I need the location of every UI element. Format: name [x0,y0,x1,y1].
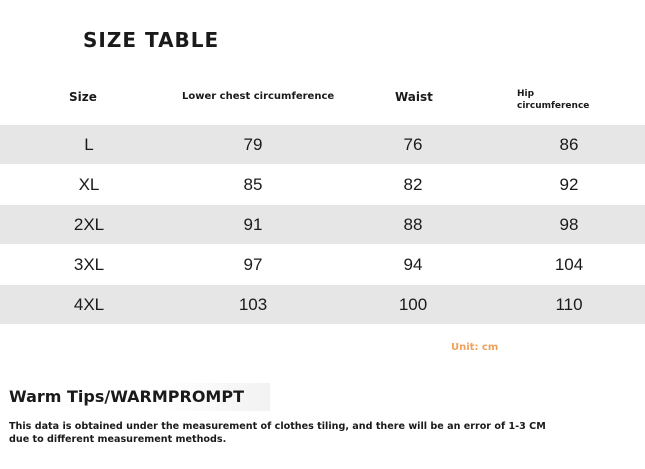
unit-label: Unit: cm [451,342,499,353]
cell-waist: 76 [403,135,423,154]
cell-chest: 103 [238,295,268,314]
table-row [0,165,645,204]
cell-chest: 79 [243,135,263,154]
column-header-chest: Lower chest circumference [182,91,335,102]
column-header-waist: Waist [395,90,433,104]
cell-chest: 85 [243,175,263,194]
cell-size: L [84,135,94,154]
table-row [0,125,645,164]
size-table [0,125,645,325]
cell-size: 3XL [73,255,105,274]
table-row [0,245,645,284]
page-title: SIZE TABLE [83,28,220,52]
cell-chest: 91 [243,215,263,234]
cell-size: 4XL [73,295,105,314]
measurement-note: This data is obtained under the measurement of clothes tiling, and there will be an error of 1-3 CM due to different measurement methods. [9,421,546,445]
cell-size: 2XL [73,215,105,234]
column-header-hip [517,88,607,112]
column-header-hip-line1: Hip [517,89,535,99]
cell-hip: 92 [559,175,579,194]
cell-hip: 98 [559,215,579,234]
cell-hip: 86 [559,135,579,154]
cell-size: XL [78,175,100,194]
cell-hip: 104 [554,255,584,274]
cell-chest: 97 [243,255,263,274]
table-header [0,84,645,120]
column-header-size: Size [69,90,97,104]
cell-waist: 88 [403,215,423,234]
table-row [0,205,645,244]
cell-hip: 110 [555,295,583,314]
cell-waist: 94 [403,255,423,274]
table-row [0,285,645,324]
tips-title: Warm Tips/WARMPROMPT [9,387,244,406]
cell-waist: 82 [403,175,423,194]
cell-waist: 100 [398,295,428,314]
column-header-hip-line2: circumference [517,101,590,111]
